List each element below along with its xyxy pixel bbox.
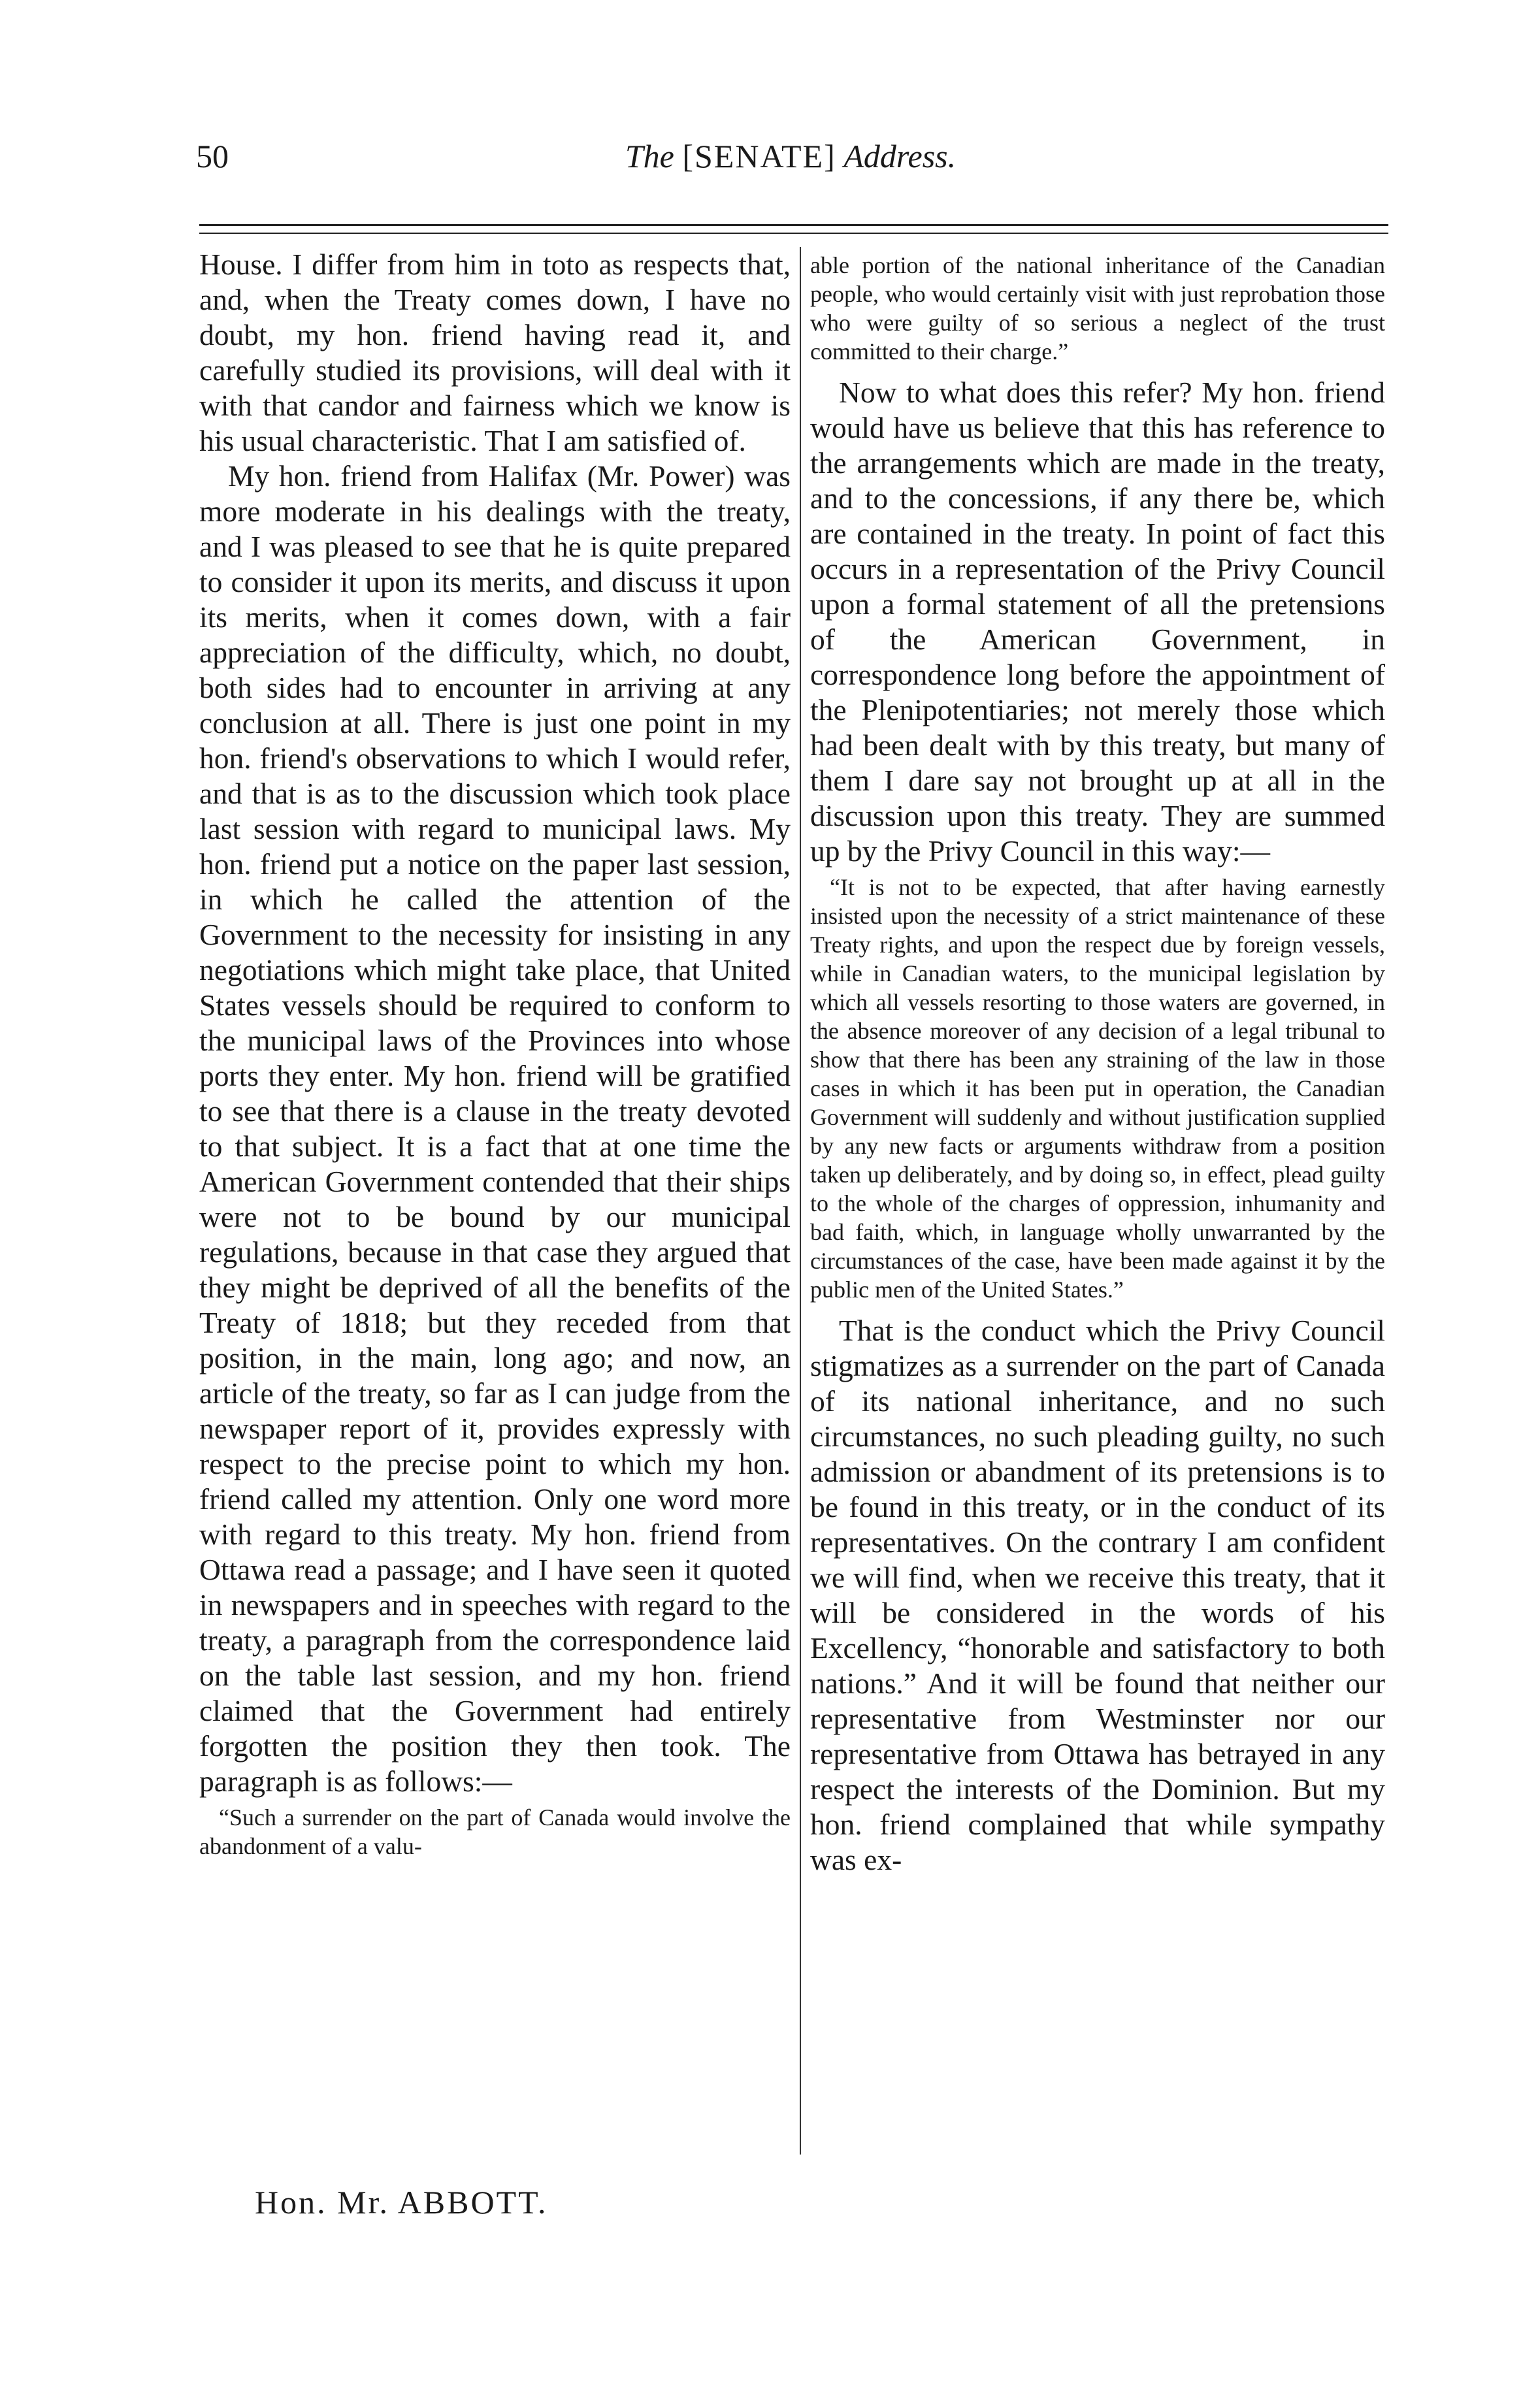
left-column (199, 247, 791, 1870)
header-rule-bottom (199, 233, 1388, 234)
right-paragraph-2: That is the conduct which the Privy Council stigmatizes as a surrender on the part of Canada of its national inheritance, and no such circumstances, no such pleading guilty, no such admission or abandment of its pretensions is to be found in this treaty, or in the conduct of its representatives. On the contrary I am confident we will find, when we receive this treaty, that it will be considered in the words of his Excellency, “honorable and satisfactory to both nations.” And it will be found that neither our representative from Westminster nor our representative from Ottawa has betrayed in any respect the interests of the Dominion. But my hon. friend complained that while sympathy was ex- (810, 1314, 1385, 1876)
right-quote-end: able portion of the national inheritance of the Canadian people, who would certainly visit with just reprobation those who were guilty of so serious a neglect of the trust committed to their charge.” (810, 252, 1385, 365)
running-title-address: Address. (843, 138, 957, 174)
page-header (196, 137, 1385, 189)
left-paragraph-1: House. I differ from him in toto as respects that, and, when the Treaty comes down, I have no doubt, my hon. friend having read it, and carefully studied its provisions, will deal with it with that candor and fairness which we know is his usual characteristic. That I am satisfied of. (199, 248, 791, 457)
right-quote-privy-council: “It is not to be expected, that after having earnestly insisted upon the necessity of a strict maintenance of these Treaty rights, and upon the respect due by foreign vessels, while in Canadian waters, to the municipal legislation by which all vessels resorting to those waters are governed, in the absence moreover of any decision of a legal tribunal to show that there has been any straining of the law in those cases in which it has been put in operation, the Canadian Government will suddenly and without justification supplied by any new facts or arguments withdraw from a position taken up deliberately, and by doing so, in effect, plead guilty to the whole of the charges of oppression, inhumanity and bad faith, which, in language wholly unwarranted by the circumstances of the case, have been made against it by the public men of the United States.” (810, 874, 1385, 1303)
running-title-the: The (625, 138, 674, 174)
running-title-senate: [SENATE] (682, 138, 836, 174)
right-paragraph-1: Now to what does this refer? My hon. friend would have us believe that this has reference to the arrangements which are made in the treaty, and to the concessions, if any there be, which are contained in the treaty. In point of fact this occurs in a representation of the Privy Council upon a formal statement of all the pretensions of the American Government, in correspondence long before the appointment of the Plenipotentiaries; not merely those which had been dealt with by this treaty, but many of them I dare say not brought up at all in the discussion upon this treaty. They are summed up by the Privy Council in this way:— (810, 376, 1385, 868)
right-column (810, 247, 1385, 1878)
left-quote-start: “Such a surrender on the part of Canada would involve the abandonment of a valu- (199, 1804, 791, 1859)
header-rule-top (199, 224, 1388, 226)
running-title (196, 137, 1385, 175)
left-paragraph-2: My hon. friend from Halifax (Mr. Power) was more moderate in his dealings with the treaty, and I was pleased to see that he is quite prepared to consider it upon its merits, and discuss it upon its merits, when it comes down, with a fair appreciation of the difficulty, which, no doubt, both sides had to encounter in arriving at any conclusion at all. There is just one point in my hon. friend's observations to which I would refer, and that is as to the discussion which took place last session with regard to municipal laws. My hon. friend put a notice on the paper last session, in which he called the attention of the Government to the necessity for insisting in any negotiations which might take place, that United States vessels should be required to conform to the municipal laws of the Provinces into whose ports they enter. My hon. friend will be gratified to see that there is a clause in the treaty devoted to that subject. It is a fact that at one time the American Government contended that their ships were not to be bound by our municipal regulations, because in that case they argued that they might be deprived of all the benefits of the Treaty of 1818; but they receded from that position, in the main, long ago; and now, an article of the treaty, so far as I can judge from the newspaper report of it, provides expressly with respect to the precise point to which my hon. friend called my attention. Only one word more with regard to this treaty. My hon. friend from Ottawa read a passage; and I have seen it quoted in newspapers and in speeches with regard to the treaty, a paragraph from the correspondence laid on the table last session, and my hon. friend claimed that the Government had entirely forgotten the position they then took. The paragraph is as follows:— (199, 459, 791, 1798)
column-divider (800, 247, 801, 2155)
speaker-footer: Hon. Mr. ABBOTT. (255, 2184, 548, 2221)
page-number: 50 (196, 138, 229, 174)
